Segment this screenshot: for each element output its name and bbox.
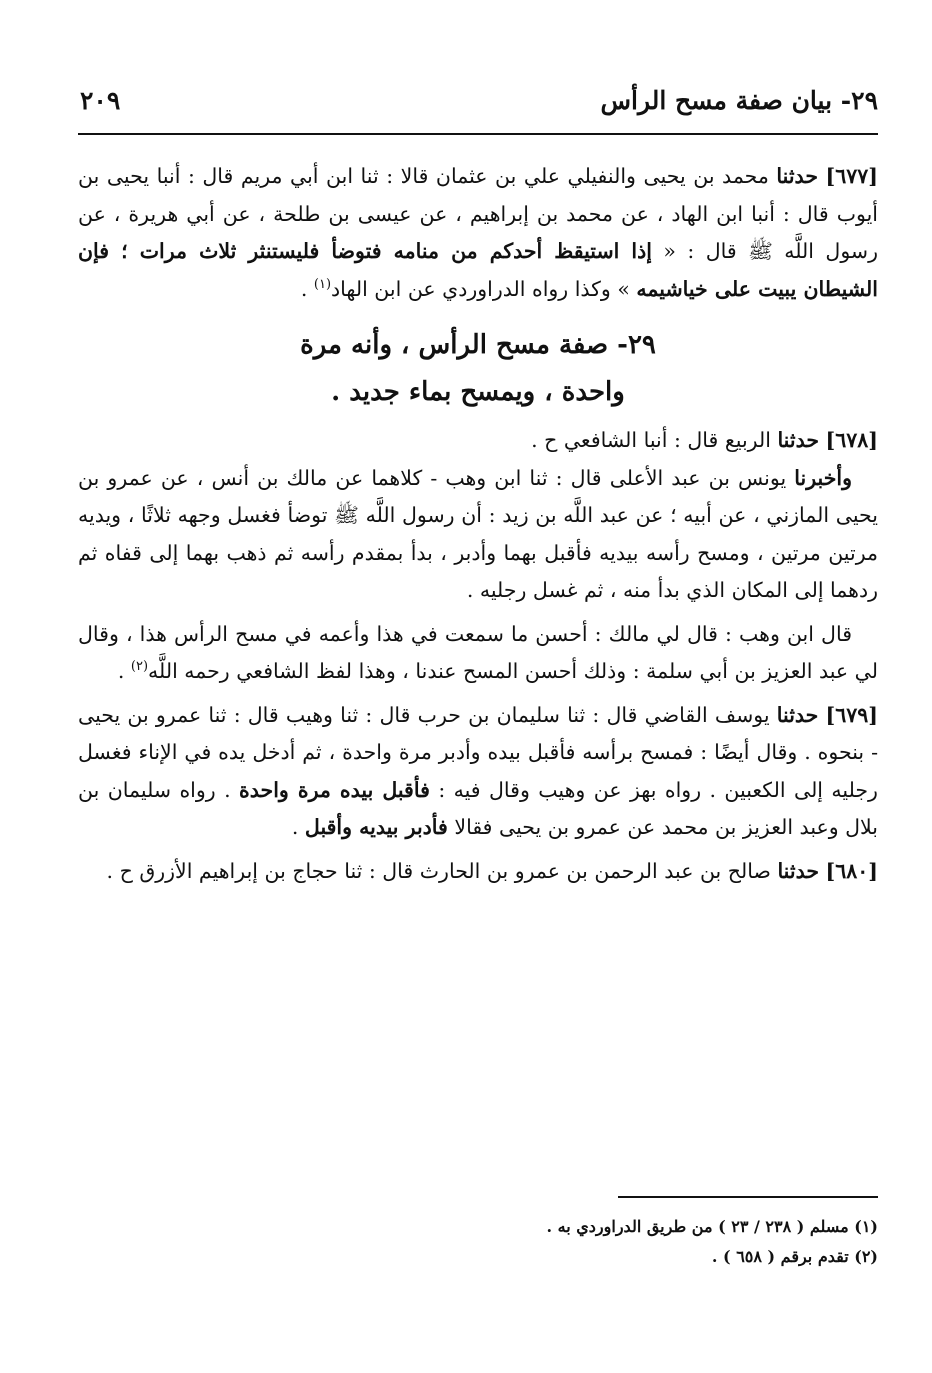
chapter-heading-line2: واحدة ، ويمسح بماء جديد . bbox=[331, 377, 625, 407]
hadith-keyword: حدثنا bbox=[776, 702, 819, 727]
hadith-678-body bbox=[78, 460, 878, 610]
prophetic-quote: إذا استيقظ أحدكم من منامه فتوضأ فليستنثر ثلاث مرات ؛ فإن الشيطان يبيت على خياشيمه bbox=[78, 239, 878, 301]
hadith-keyword: حدثنا bbox=[777, 428, 820, 452]
footnote-1: (١) مسلم ( ٢٣٨ / ٢٣ ) من طريق الدراوردي به . bbox=[546, 1217, 878, 1236]
book-page bbox=[78, 78, 878, 1318]
hadith-number: [٦٨٠] bbox=[825, 858, 878, 883]
hadith-text: صالح بن عبد الرحمن بن عمرو بن الحارث قال : ثنا حجاج بن إبراهيم الأزرق ح . bbox=[106, 858, 771, 883]
page-number: ٢٠٩ bbox=[80, 86, 121, 115]
hadith-text-cont: » وكذا رواه الدراوردي عن ابن الهاد bbox=[331, 276, 630, 301]
running-title: ٢٩- بيان صفة مسح الرأس bbox=[600, 86, 878, 115]
hadith-number: [٦٧٩] bbox=[825, 702, 878, 727]
page-header bbox=[78, 86, 878, 126]
hadith-keyword: حدثنا bbox=[776, 164, 818, 188]
hadith-keyword: وأخبرنا bbox=[794, 465, 852, 490]
hadith-680 bbox=[78, 853, 878, 891]
hadith-keyword: حدثنا bbox=[777, 858, 820, 883]
hadith-number: [٦٧٧] bbox=[825, 164, 878, 188]
quoted-wording: فأقبل بيده مرة واحدة bbox=[239, 777, 430, 802]
quoted-wording: فأدبر بيديه وأقبل bbox=[304, 815, 448, 839]
hadith-679 bbox=[78, 697, 878, 847]
footnote-rule bbox=[618, 1196, 878, 1198]
comment-text: قال ابن وهب : قال لي مالك : أحسن ما سمعت في هذا وأعمه في مسح الرأس هذا ، وقال لي عبد العزيز بن أبي سلمة : وذلك أحسن المسح عندنا ، وهذا لفظ الشافعي رحمه اللَّه bbox=[78, 621, 878, 683]
hadith-678-chain bbox=[78, 422, 878, 460]
hadith-text: يوسف القاضي قال : ثنا سليمان بن حرب قال : ثنا وهيب قال : ثنا عمرو بن يحيى - بنحوه . وقال أيضًا : فمسح برأسه فأقبل بيده وأدبر مرة واحدة ، ثم أدخل يده في الإناء فغسل رجليه إلى الكعبين . رواه بهز عن وهيب وقال فيه : bbox=[78, 702, 878, 802]
hadith-677 bbox=[78, 158, 878, 308]
chapter-heading-line1: ٢٩- صفة مسح الرأس ، وأنه مرة bbox=[300, 330, 656, 360]
main-text bbox=[78, 158, 878, 890]
chapter-heading bbox=[78, 322, 878, 416]
period: . bbox=[117, 659, 125, 683]
hadith-number: [٦٧٨] bbox=[825, 428, 878, 452]
hadith-text-cont: . رواه سليمان بن بلال وعبد العزيز بن محمد عن عمرو بن يحيى فقالا bbox=[78, 777, 878, 839]
header-rule bbox=[78, 133, 878, 135]
hadith-text: الربيع قال : أنبا الشافعي ح . bbox=[531, 428, 771, 452]
period: . bbox=[291, 815, 299, 839]
footnotes bbox=[78, 1212, 878, 1272]
period: . bbox=[300, 276, 308, 301]
footnote-ref: (١) bbox=[313, 276, 332, 292]
footnote-2: (٢) تقدم برقم ( ٦٥٨ ) . bbox=[711, 1247, 878, 1266]
hadith-text: يونس بن عبد الأعلى قال : ثنا ابن وهب - كلاهما عن مالك بن أنس ، عن عمرو بن يحيى المازني ، عن أبيه ؛ عن عبد اللَّه بن زيد : أن رسول اللَّه ﷺ توضأ فغسل وجهه ثلاثًا ، ويديه مرتين مرتين ، ومسح رأسه بيديه فأقبل بهما وأدبر ، بدأ بمقدم رأسه ثم ذهب بهما إلى قفاه ثم ردهما إلى المكان الذي بدأ منه ، ثم غسل رجليه . bbox=[78, 465, 878, 602]
footnote-ref: (٢) bbox=[130, 659, 149, 675]
hadith-678-comment bbox=[78, 616, 878, 691]
hadith-text: محمد بن يحيى والنفيلي علي بن عثمان قالا : ثنا ابن أبي مريم قال : أنبا يحيى بن أيوب قال : أنبا ابن الهاد ، عن محمد بن إبراهيم ، عن عيسى بن طلحة ، عن أبي هريرة ، عن رسول اللَّه ﷺ قال : « bbox=[78, 164, 878, 263]
